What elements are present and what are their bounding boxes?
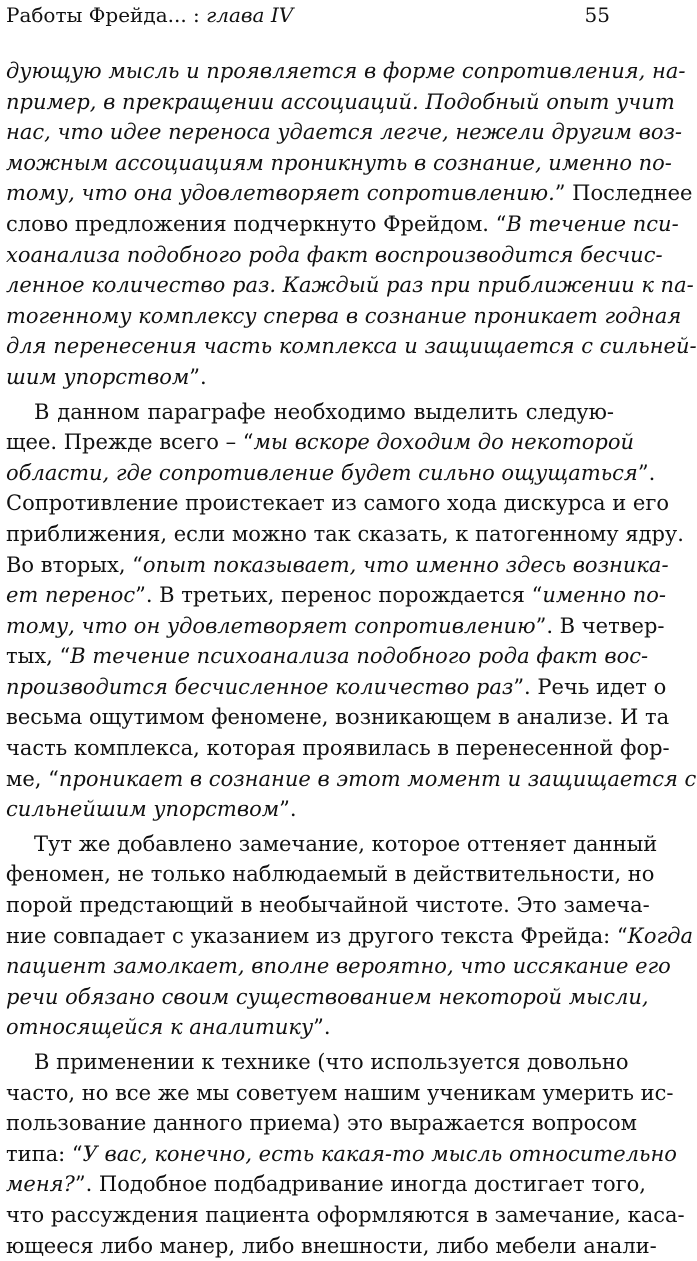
text-line [6, 921, 693, 952]
italic-quote-segment: В течение пси- [506, 211, 679, 236]
text-line [6, 148, 672, 179]
italic-quote-segment: В течение психоанализа подобного рода факт вос- [70, 644, 649, 669]
italic-quote-segment: мы вскоре доходим до некоторой [253, 430, 635, 455]
italic-quote-segment: пример, в прекращении ассоциаций. Подобный опыт учит [6, 89, 675, 114]
text-segment: весьма ощутимом феномене, возникающем в анализе. И та [6, 705, 670, 730]
text-segment: ние совпадает с указанием из другого текста Фрейда: “ [6, 923, 628, 948]
running-head-separator: : [186, 3, 207, 27]
text-segment: ”. Речь идет о [513, 674, 667, 699]
text-segment: тых, “ [6, 644, 71, 669]
text-line [6, 301, 682, 332]
text-line [6, 794, 614, 825]
text-line [6, 178, 693, 209]
italic-quote-segment: пациент замолкает, вполне вероятно, что иссякание его [6, 954, 671, 979]
italic-quote-segment: У вас, конечно, есть какая-то мысль относительно [82, 1141, 677, 1166]
text-segment: пользование данного приема) это выражается вопросом [6, 1111, 637, 1136]
text-line [6, 1139, 677, 1170]
text-line [6, 270, 694, 301]
text-segment: ме, “ [6, 766, 59, 791]
text-segment: типа: “ [6, 1141, 83, 1166]
text-segment: порой предстающий в необычайной чистоте. Это замеча- [6, 893, 650, 918]
italic-quote-segment: Когда [627, 923, 693, 948]
italic-quote-segment: хоанализа подобного рода факт воспроизводится бесчис- [6, 242, 663, 267]
text-line [6, 87, 675, 118]
italic-quote-segment: именно по- [542, 583, 666, 608]
text-line [6, 764, 697, 795]
text-line [6, 1108, 637, 1139]
text-line [6, 733, 670, 764]
text-line [6, 859, 655, 890]
text-line [6, 580, 666, 611]
text-segment: ” Последнее [554, 181, 693, 206]
text-segment: ”. Подобное подбадривание иногда достигает того, [74, 1172, 646, 1197]
text-segment: Во вторых, “ [6, 552, 143, 577]
italic-quote-segment: сильнейшим упорством [6, 797, 280, 822]
text-line [6, 117, 683, 148]
italic-quote-segment: проникает в сознание в этот момент и защищается с [58, 766, 697, 791]
text-line [6, 1078, 674, 1109]
italic-quote-segment: дующую мысль и проявляется в форме сопротивления, на- [6, 59, 686, 83]
text-line [6, 458, 656, 489]
text-line [6, 1047, 629, 1078]
text-segment: В применении к технике (что используется довольно [34, 1050, 629, 1074]
text-segment: щее. Прежде всего – “ [6, 430, 254, 455]
body-text [6, 56, 697, 1261]
text-line [6, 1200, 685, 1231]
text-line [6, 488, 669, 519]
italic-quote-segment: тому, что он удовлетворяет сопротивлению [6, 613, 536, 638]
text-line [6, 427, 635, 458]
text-segment: ”. [279, 797, 297, 822]
text-segment: ”. [637, 460, 656, 485]
text-segment: часто, но все же мы советуем нашим ученикам умерить ис- [6, 1080, 674, 1105]
text-segment: часть комплекса, которая проявилась в перенесенной фор- [6, 736, 670, 761]
italic-quote-segment: относящейся к аналитику [6, 1015, 314, 1040]
text-line [6, 982, 649, 1013]
text-segment: В данном параграфе необходимо выделить следую- [34, 399, 614, 424]
text-line [6, 1169, 646, 1200]
text-line [6, 1231, 657, 1261]
italic-quote-segment: можным ассоциациям проникнуть в сознание, именно по- [6, 150, 672, 175]
running-head [6, 2, 610, 32]
italic-quote-segment: тому, что она удовлетворяет сопротивлению. [6, 181, 555, 206]
text-segment: приближения, если можно так сказать, к патогенному ядру. [6, 521, 684, 546]
italic-quote-segment: производится бесчисленное количество раз [6, 674, 514, 699]
text-line [6, 702, 670, 733]
text-segment: Сопротивление проистекает из самого хода дискурса и его [6, 491, 669, 516]
text-line [6, 890, 650, 921]
text-segment: ”. В четвер- [535, 613, 665, 638]
text-line [6, 550, 669, 581]
text-segment: феномен, не только наблюдаемый в действительности, но [6, 862, 655, 887]
text-line [6, 240, 663, 271]
text-line [6, 362, 614, 393]
italic-quote-segment: речи обязано своим существованием некоторой мысли, [6, 984, 649, 1009]
text-line [6, 1012, 614, 1043]
text-line [6, 397, 614, 428]
page-number: 55 [584, 3, 610, 27]
text-segment: ”. [189, 364, 207, 389]
italic-quote-segment: ет перенос [6, 583, 136, 608]
text-segment: Тут же добавлено замечание, которое оттеняет данный [34, 831, 658, 856]
italic-quote-segment: шим упорством [6, 364, 190, 389]
book-section-title: Работы Фрейда... [6, 3, 187, 27]
text-segment: слово предложения подчеркнуто Фрейдом. “ [6, 211, 507, 236]
italic-quote-segment: нас, что идее переноса удается легче, нежели другим воз- [6, 120, 683, 145]
text-line [6, 331, 697, 362]
text-line [6, 641, 649, 672]
italic-quote-segment: области, где сопротивление будет сильно ощущаться [6, 460, 638, 485]
chapter-label: глава IV [206, 3, 294, 27]
text-line [6, 209, 679, 240]
text-line [6, 56, 686, 87]
paragraph [6, 397, 697, 825]
paragraph [6, 56, 697, 393]
text-segment: ”. В третьих, перенос порождается “ [135, 583, 543, 608]
text-segment: ющееся либо манер, либо внешности, либо мебели анали- [6, 1233, 657, 1258]
text-line [6, 829, 658, 860]
text-line [6, 611, 665, 642]
paragraph [6, 829, 693, 1043]
text-segment: ”. [313, 1015, 331, 1040]
italic-quote-segment: тогенному комплексу сперва в сознание проникает годная [6, 303, 682, 328]
italic-quote-segment: ленное количество раз. Каждый раз при приближении к па- [6, 273, 694, 298]
text-segment: что рассуждения пациента оформляются в замечание, каса- [6, 1202, 685, 1227]
text-line [6, 519, 684, 550]
text-line [6, 672, 667, 703]
italic-quote-segment: для перенесения часть комплекса и защищается с сильней- [6, 334, 697, 359]
paragraph [6, 1047, 685, 1261]
italic-quote-segment: опыт показывает, что именно здесь возника- [142, 552, 669, 577]
italic-quote-segment: меня? [6, 1172, 75, 1197]
text-line [6, 951, 671, 982]
running-head-title [6, 2, 293, 28]
